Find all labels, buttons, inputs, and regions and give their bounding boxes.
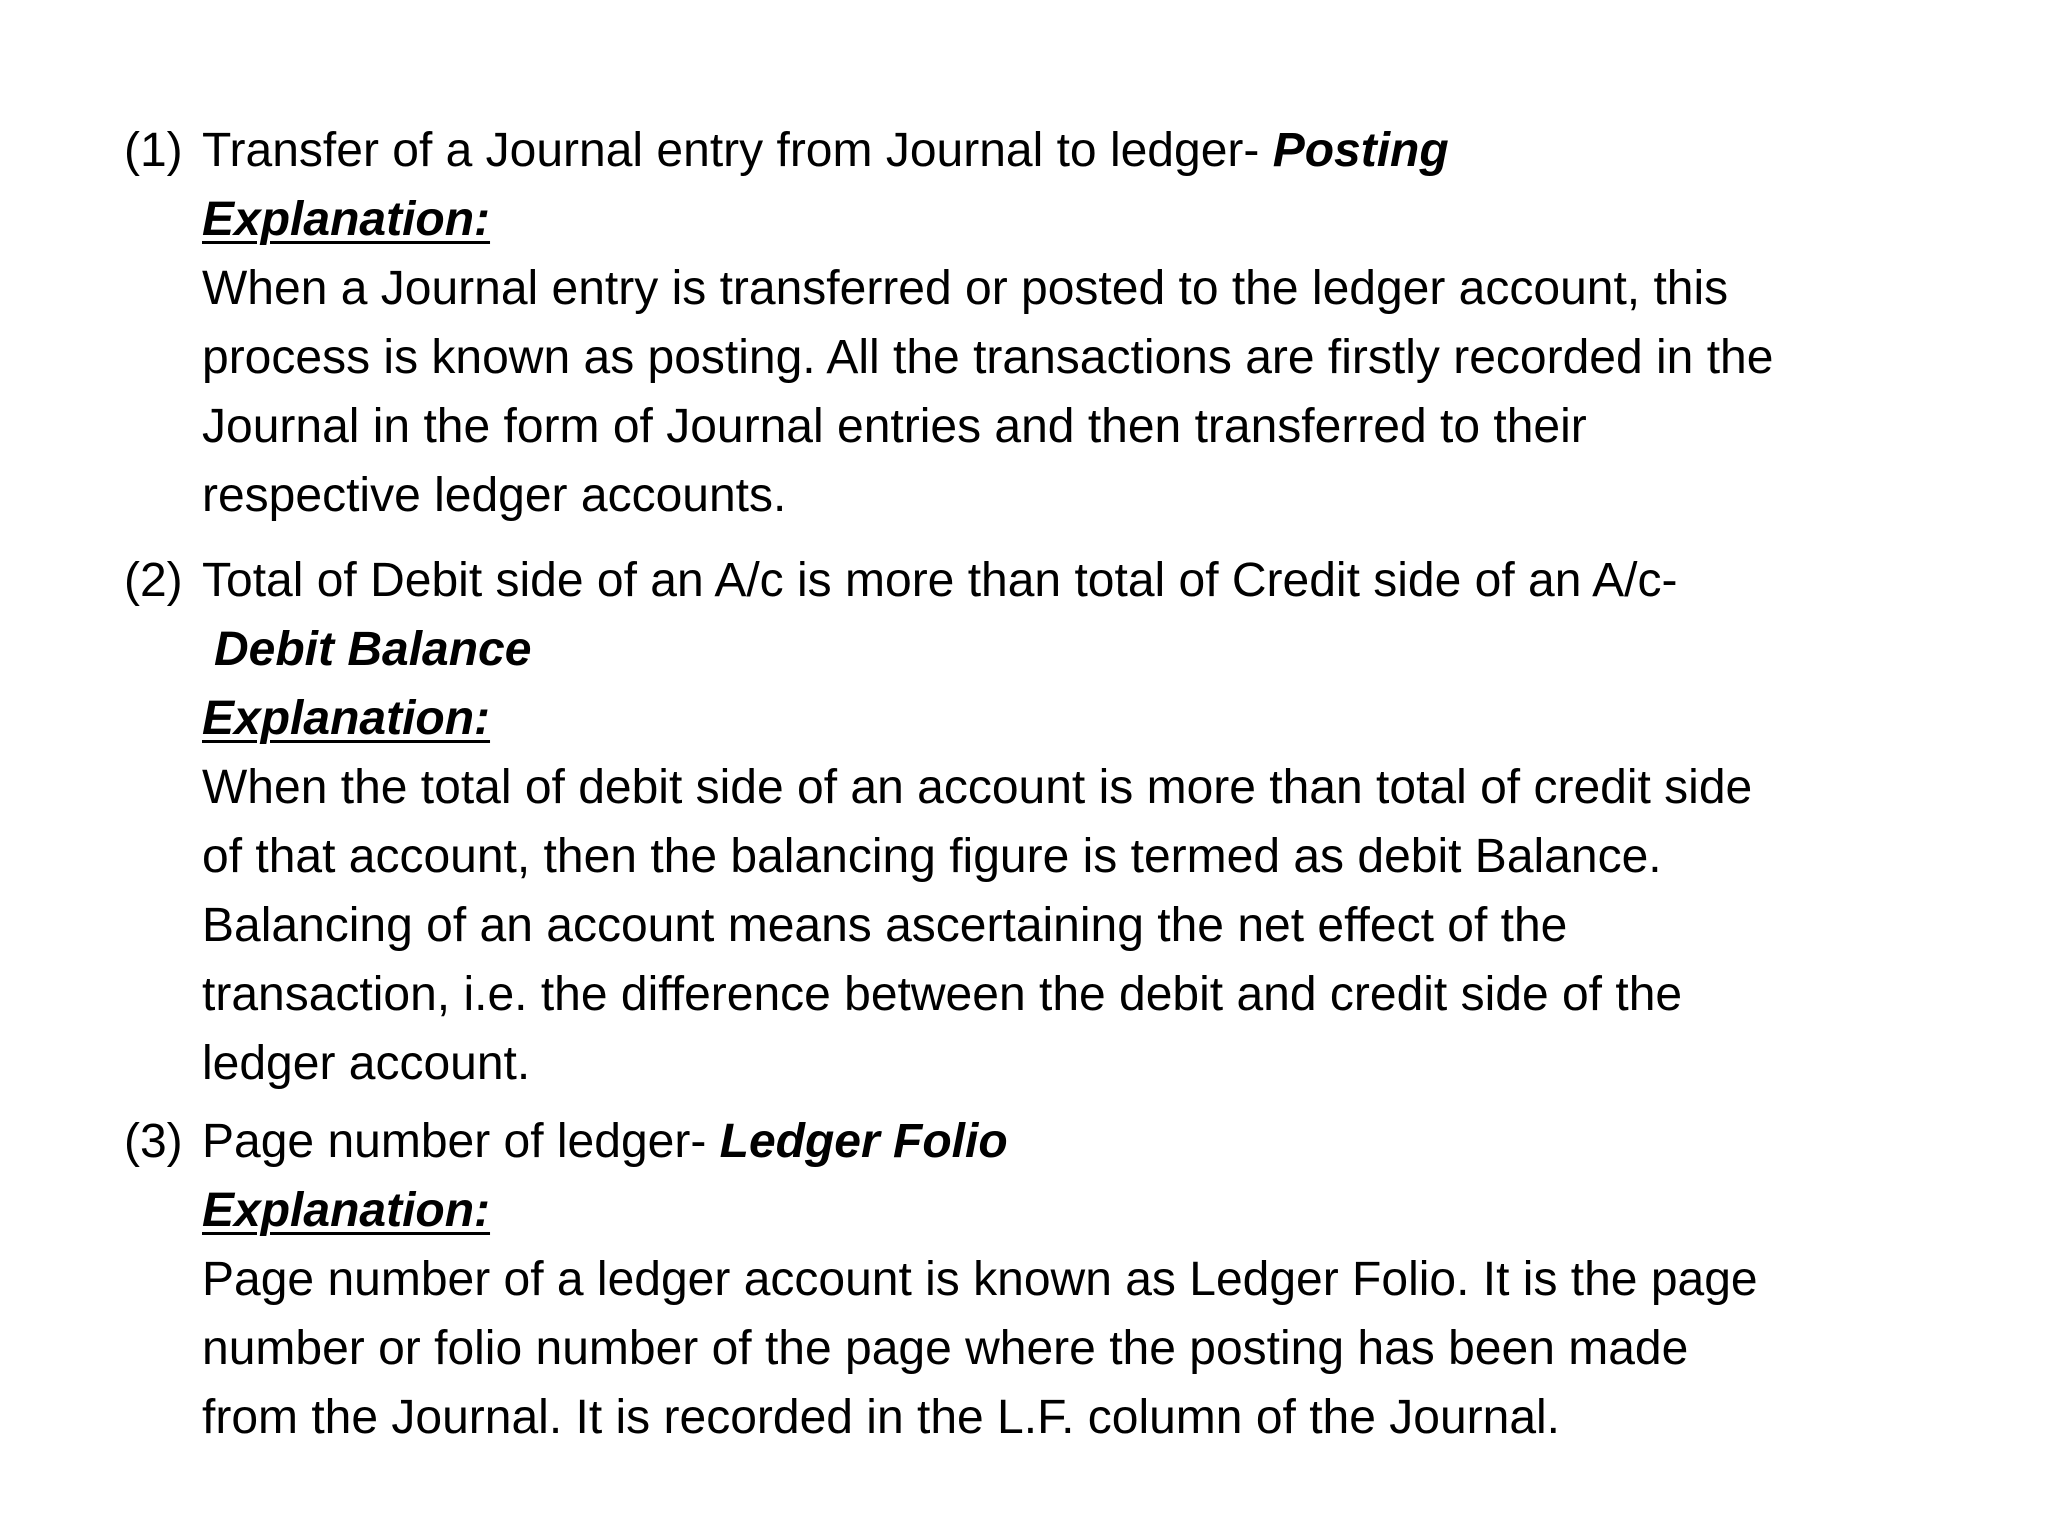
heading-text: Page number of ledger- bbox=[202, 1115, 720, 1168]
item-number: (3) bbox=[124, 1115, 183, 1168]
term-line bbox=[214, 615, 531, 684]
explanation-label: Explanation: bbox=[202, 692, 491, 745]
explanation-line: When the total of debit side of an account is more than total of credit side bbox=[202, 761, 1753, 814]
item-number: (2) bbox=[124, 554, 183, 607]
explanation-line: Page number of a ledger account is known as Ledger Folio. It is the page bbox=[202, 1253, 1758, 1306]
term-debit-balance: Debit Balance bbox=[214, 623, 532, 676]
item-number: (1) bbox=[124, 124, 183, 177]
explanation-line: When a Journal entry is transferred or posted to the ledger account, this bbox=[202, 262, 1729, 315]
explanation-line: Balancing of an account means ascertaining the net effect of the bbox=[202, 899, 1568, 952]
explanation-line: respective ledger accounts. bbox=[202, 469, 787, 522]
explanation-label-line bbox=[202, 185, 490, 254]
term-posting: Posting bbox=[1272, 124, 1449, 177]
explanation-line: Journal in the form of Journal entries and then transferred to their bbox=[202, 400, 1587, 453]
term-ledger-folio: Ledger Folio bbox=[719, 1115, 1008, 1168]
explanation-line: number or folio number of the page where the posting has been made bbox=[202, 1322, 1689, 1375]
item-heading bbox=[202, 1107, 1008, 1176]
explanation-line: of that account, then the balancing figure is termed as debit Balance. bbox=[202, 830, 1662, 883]
explanation-label: Explanation: bbox=[202, 193, 491, 246]
explanation-line: from the Journal. It is recorded in the L.F. column of the Journal. bbox=[202, 1391, 1561, 1444]
heading-text: Transfer of a Journal entry from Journal to ledger- bbox=[202, 124, 1273, 177]
explanation-label: Explanation: bbox=[202, 1184, 491, 1237]
explanation-label-line bbox=[202, 1176, 490, 1245]
explanation-line: ledger account. bbox=[202, 1037, 531, 1090]
explanation-line: transaction, i.e. the difference between the debit and credit side of the bbox=[202, 968, 1683, 1021]
item-heading: Total of Debit side of an A/c is more than total of Credit side of an A/c- bbox=[202, 554, 1678, 607]
explanation-label-line bbox=[202, 684, 490, 753]
item-heading bbox=[202, 116, 1449, 185]
explanation-line: process is known as posting. All the transactions are firstly recorded in the bbox=[202, 331, 1774, 384]
